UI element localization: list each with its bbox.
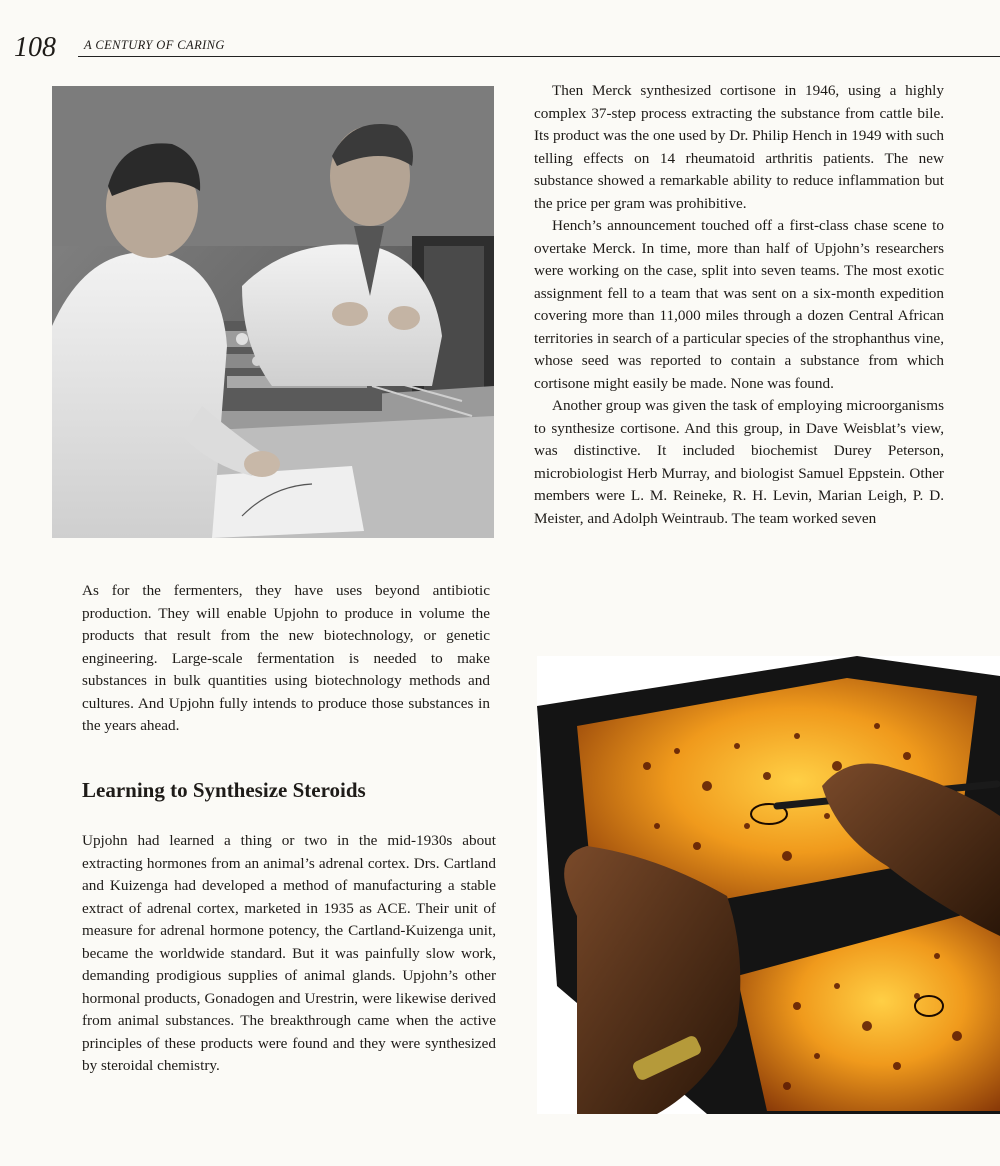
- lab-photo: [52, 86, 494, 538]
- body-paragraph: Hench’s announcement touched off a first-class chase scene to overtake Merck. In time, more than half of Upjohn’s researchers were working on the case, split into seven teams. The most exotic assignment fell to a team that was sent on a six-month expedition covering more than 11,000 miles through a dozen Central African territories in search of a particular species of the strophanthus vine, whose seed was reported to contain a substance from which cortisone might easily be made. None was found.: [534, 217, 944, 392]
- section-heading: Learning to Synthesize Steroids: [82, 778, 366, 802]
- page-number: 108: [14, 32, 56, 63]
- body-paragraph: Another group was given the task of employing microorganisms to synthesize cortisone. And this group, in Dave Weisblat’s view, was distinctive. It included biochemist Durey Peterson, microbiologist Herb Murray, and biologist Samuel Eppstein. Other members were L. M. Reineke, R. H. Levin, Marian Leigh, P. D. Meister, and Adolph Weintraub. The team worked seven: [534, 397, 944, 527]
- header-rule: [78, 56, 1000, 57]
- body-paragraph: As for the fermenters, they have uses beyond antibiotic production. They will enable Upjohn to produce in volume the products that result from the new biotechnology, or genetic engineering. Large-scale fermentation is needed to make substances in bulk quantities using biotechnology methods and cultures. And Upjohn fully intends to produce those substances in the years ahead.: [82, 582, 490, 734]
- body-paragraph: Then Merck synthesized cortisone in 1946, using a highly complex 37-step process extracting the substance from cattle bile. Its product was the one used by Dr. Philip Hench in 1949 with such telling effects on 14 rheumatoid arthritis patients. The new substance showed a remarkable ability to reduce inflammation but the price per gram was prohibitive.: [534, 82, 945, 212]
- gel-film-photo: [537, 656, 1000, 1114]
- left-column-intro: [82, 580, 490, 738]
- right-column: [534, 80, 944, 530]
- running-head: A CENTURY OF CARING: [84, 38, 225, 52]
- body-paragraph: Upjohn had learned a thing or two in the mid-1930s about extracting hormones from an animal’s adrenal cortex. Drs. Cartland and Kuizenga had developed a method of manufacturing a stable extract of adrenal cortex, marketed in 1935 as ACE. Their unit of measure for adrenal hormone potency, the Cartland-Kuizenga unit, became the worldwide standard. But it was painfully slow work, demanding prodigious supplies of animal glands. Upjohn’s other hormonal products, Gonadogen and Urestrin, were likewise derived from animal substances. The breakthrough came when the active principles of these products were found and they were synthesized by steroidal chemistry.: [82, 832, 496, 1074]
- left-column-section: [82, 830, 496, 1078]
